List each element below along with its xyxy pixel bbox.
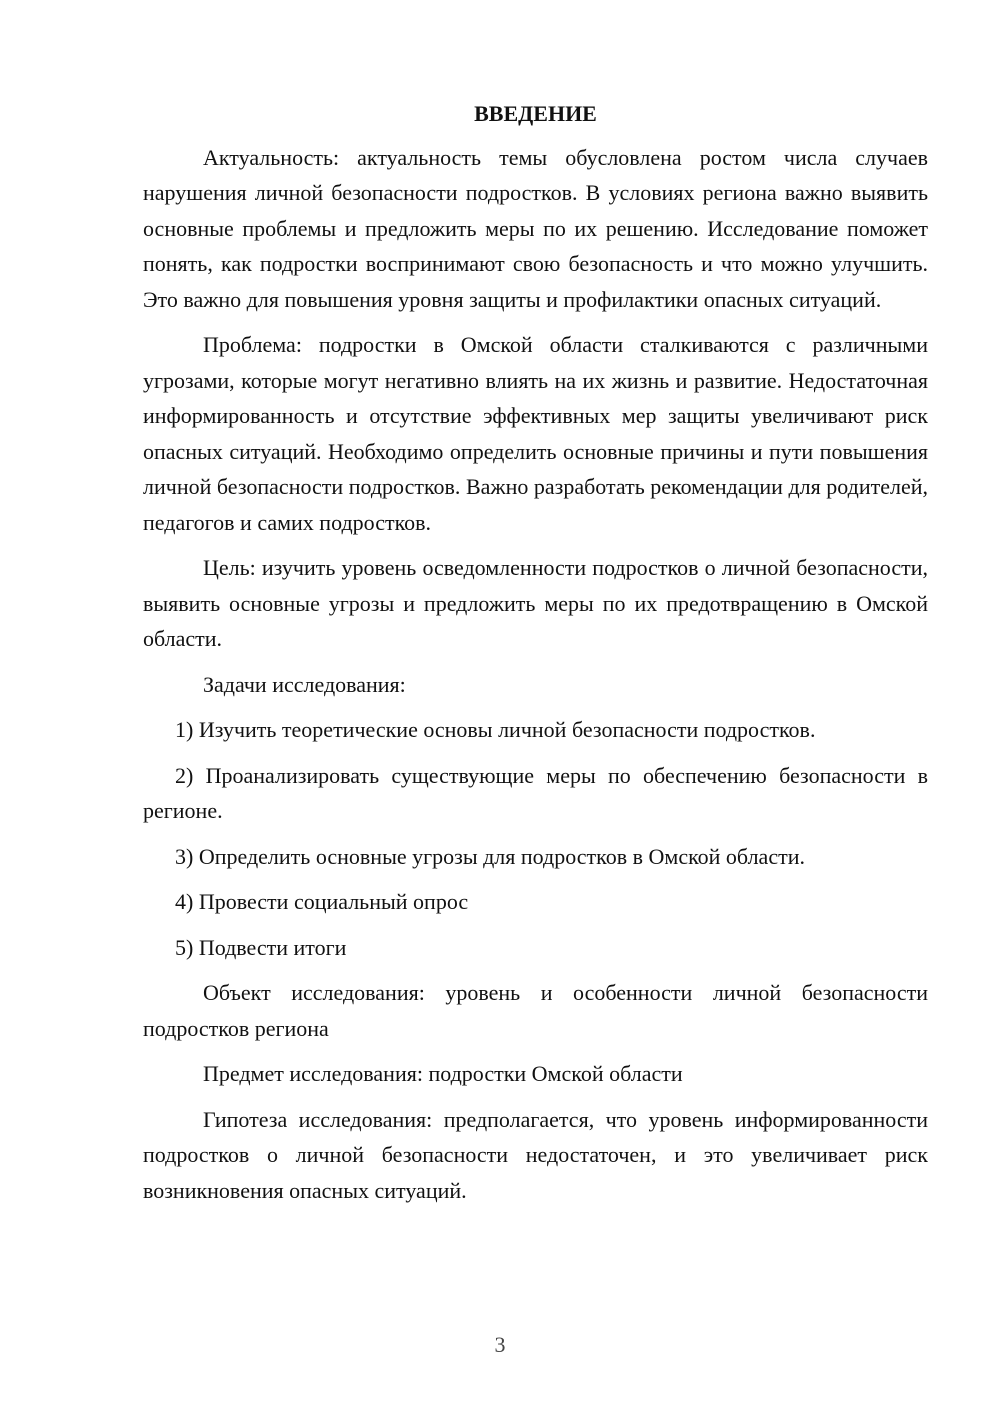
tasks-title: Задачи исследования: xyxy=(203,671,406,697)
paragraph-hypothesis: Гипотеза исследования: предполагается, что уровень информированности подростков о личной безопасности недостаточен, и это увеличивает риск возникновения опасных ситуаций. xyxy=(143,1106,928,1203)
paragraph-object: Объект исследования: уровень и особенности личной безопасности подростков региона xyxy=(143,980,928,1041)
task-item-1: 1) Изучить теоретические основы личной безопасности подростков. xyxy=(175,717,816,742)
task-item-2: 2) Проанализировать существующие меры по обеспечению безопасности в регионе. xyxy=(143,762,928,823)
paragraph-subject: Предмет исследования: подростки Омской области xyxy=(203,1061,683,1086)
task-item-3: 3) Определить основные угрозы для подростков в Омской области. xyxy=(175,843,805,869)
paragraph-relevance: Актуальность: актуальность темы обусловлена ростом числа случаев нарушения личной безопасности подростков. В условиях региона важно выявить основные проблемы и предложить меры по их решению. Исследование поможет понять, как подростки воспринимают свою безопасность и что можно улучшить. Это важно для повышения уровня защиты и профилактики опасных ситуаций. xyxy=(143,144,928,312)
paragraph-problem: Проблема: подростки в Омской области сталкиваются с различными угрозами, которые могут негативно влиять на их жизнь и развитие. Недостаточная информированность и отсутствие эффективных мер защиты увеличивают риск опасных ситуаций. Необходимо определить основные причины и пути повышения личной безопасности подростков. Важно разработать рекомендации для родителей, педагогов и самих подростков. xyxy=(143,332,928,535)
task-item-4: 4) Провести социальный опрос xyxy=(175,889,469,914)
task-item-5: 5) Подвести итоги xyxy=(175,934,347,960)
page-number: 3 xyxy=(494,1332,506,1357)
document-page xyxy=(143,96,928,1218)
section-heading: ВВЕДЕНИЕ xyxy=(474,101,597,126)
paragraph-goal: Цель: изучить уровень осведомленности подростков о личной безопасности, выявить основные угрозы и предложить меры по их предотвращению в Омской области. xyxy=(143,555,928,651)
